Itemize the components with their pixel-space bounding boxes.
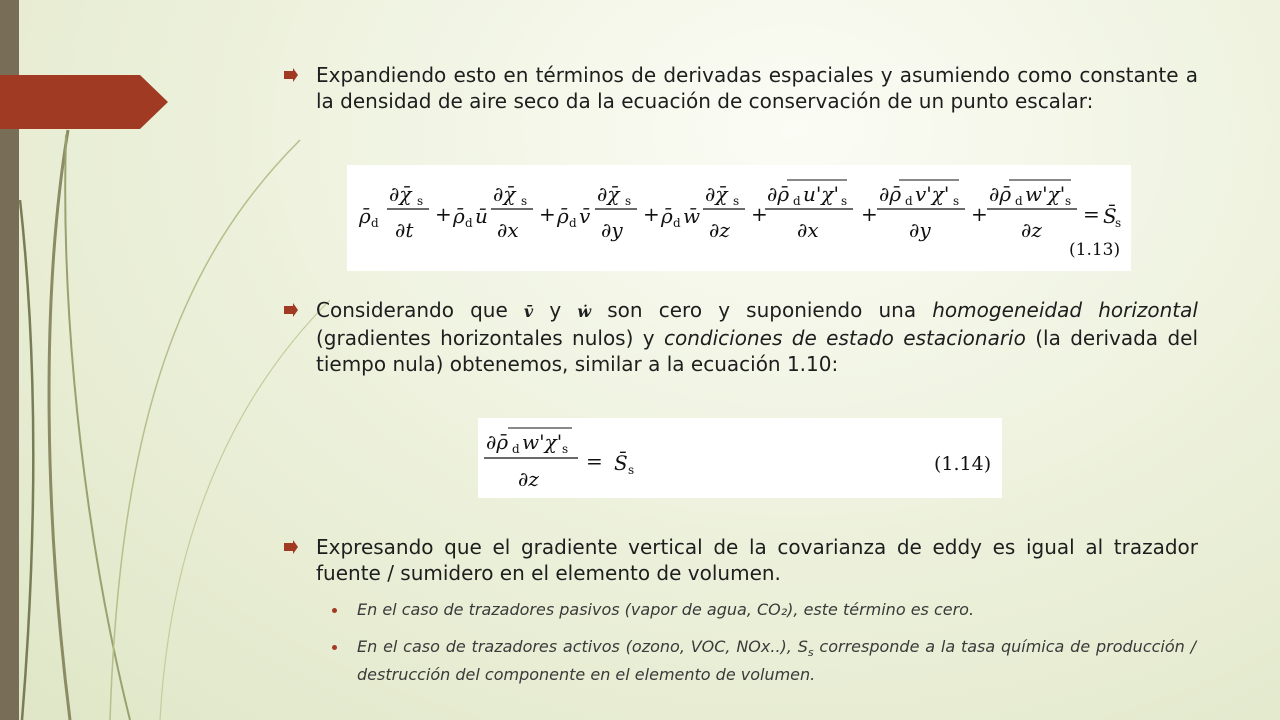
- svg-text:∂ρ̄: ∂ρ̄: [767, 182, 790, 206]
- sub-bullet-dot: [332, 608, 337, 613]
- svg-text:s: s: [953, 194, 960, 208]
- sub-bullet-dot: [332, 645, 337, 650]
- svg-text:ū: ū: [475, 204, 488, 228]
- svg-text:w'χ': w'χ': [522, 430, 563, 454]
- svg-text:∂χ̄: ∂χ̄: [493, 182, 516, 206]
- svg-text:w'χ': w'χ': [1025, 182, 1066, 206]
- svg-text:s: s: [628, 463, 635, 477]
- sub-bullet-1: [357, 599, 1196, 621]
- bullet-2-text-5: (la derivada del tiempo nula) obtenemos, similar a la ecuación 1.10:: [316, 326, 1198, 376]
- svg-text:+: +: [751, 202, 768, 226]
- svg-text:d: d: [793, 194, 801, 208]
- svg-text:+: +: [971, 202, 988, 226]
- svg-text:s: s: [1065, 194, 1072, 208]
- symbol-w-dot: ẇ: [577, 302, 592, 321]
- equation-1-13-render: [347, 165, 1131, 271]
- bullet-2-text-2: y: [533, 298, 578, 322]
- sub-bullet-2-text-b: corresponde a la tasa química de producción / destrucción del componente en el elemento de volumen.: [357, 637, 1196, 685]
- svg-text:d: d: [371, 216, 379, 230]
- svg-text:d: d: [569, 216, 577, 230]
- svg-text:s: s: [841, 194, 848, 208]
- bullet-arrow-icon: [284, 68, 298, 82]
- bullet-2-italic-1: homogeneidad horizontal: [932, 298, 1198, 322]
- svg-text:+: +: [539, 202, 556, 226]
- svg-text:∂y: ∂y: [909, 218, 931, 242]
- symbol-v-bar: v̄: [523, 302, 534, 321]
- svg-text:w̄: w̄: [683, 204, 701, 228]
- bullet-2-italic-2: condiciones de estado estacionario: [664, 326, 1026, 350]
- svg-text:s: s: [521, 194, 528, 208]
- bullet-1-text: Expandiendo esto en términos de derivadas espaciales y asumiendo como constante a la densidad de aire seco da la ecuación de conservación de un punto escalar:: [316, 63, 1198, 113]
- equation-1-14-label: (1.14): [934, 453, 992, 475]
- svg-text:∂ρ̄: ∂ρ̄: [989, 182, 1012, 206]
- equation-1-13-label: (1.13): [1069, 240, 1121, 260]
- svg-text:d: d: [905, 194, 913, 208]
- svg-text:ρ̄: ρ̄: [557, 204, 569, 228]
- bullet-1: [316, 62, 1198, 114]
- svg-text:∂ρ̄: ∂ρ̄: [486, 430, 509, 454]
- red-accent-tab: [0, 75, 168, 129]
- svg-text:d: d: [673, 216, 681, 230]
- sub-bullet-1-text: En el caso de trazadores pasivos (vapor de agua, CO₂), este término es cero.: [357, 600, 975, 619]
- svg-text:∂χ̄: ∂χ̄: [389, 182, 412, 206]
- svg-text:S̄: S̄: [614, 451, 628, 475]
- svg-text:v'χ': v'χ': [915, 182, 950, 206]
- svg-text:∂ρ̄: ∂ρ̄: [879, 182, 902, 206]
- svg-text:=: =: [586, 449, 603, 473]
- svg-text:S̄: S̄: [1103, 204, 1117, 228]
- sub-bullet-2-text-a: En el caso de trazadores activos (ozono, VOC, NOx..), S: [357, 637, 808, 656]
- svg-text:ρ̄: ρ̄: [359, 204, 371, 228]
- svg-text:∂z: ∂z: [1021, 218, 1042, 242]
- svg-text:ρ̄: ρ̄: [661, 204, 673, 228]
- svg-text:∂z: ∂z: [709, 218, 730, 242]
- svg-text:s: s: [562, 442, 569, 456]
- svg-text:ρ̄: ρ̄: [453, 204, 465, 228]
- bullet-2-text-1: Considerando que: [316, 298, 524, 322]
- svg-text:s: s: [625, 194, 632, 208]
- bullet-3: [316, 534, 1198, 586]
- svg-text:d: d: [1015, 194, 1023, 208]
- svg-text:v̄: v̄: [579, 204, 591, 228]
- bullet-3-text: Expresando que el gradiente vertical de la covarianza de eddy es igual al trazador fuente / sumidero en el elemento de volumen.: [316, 535, 1198, 585]
- bullet-arrow-icon: [284, 303, 298, 317]
- svg-text:d: d: [512, 442, 520, 456]
- svg-text:+: +: [643, 202, 660, 226]
- bullet-2-text-4: (gradientes horizontales nulos) y: [316, 326, 665, 350]
- svg-text:d: d: [465, 216, 473, 230]
- svg-text:s: s: [417, 194, 424, 208]
- svg-text:∂x: ∂x: [497, 218, 519, 242]
- equation-1-14: [478, 418, 1002, 498]
- svg-text:∂χ̄: ∂χ̄: [597, 182, 620, 206]
- svg-text:∂χ̄: ∂χ̄: [705, 182, 728, 206]
- svg-text:u'χ': u'χ': [803, 182, 839, 206]
- svg-text:+: +: [435, 202, 452, 226]
- sub-bullet-2: [357, 636, 1196, 686]
- svg-text:∂z: ∂z: [518, 467, 539, 491]
- equation-1-14-render: [478, 418, 1002, 498]
- equation-1-13: [347, 165, 1131, 271]
- svg-text:=: =: [1083, 202, 1100, 226]
- svg-text:s: s: [1115, 216, 1122, 230]
- bullet-2: [316, 297, 1198, 377]
- bullet-arrow-icon: [284, 540, 298, 554]
- svg-text:s: s: [733, 194, 740, 208]
- sub-bullet-2-subscript: s: [807, 646, 814, 660]
- svg-text:∂t: ∂t: [395, 218, 414, 242]
- svg-text:∂x: ∂x: [797, 218, 819, 242]
- bullet-2-text-3: son cero y suponiendo una: [591, 298, 933, 322]
- svg-text:+: +: [861, 202, 878, 226]
- svg-text:∂y: ∂y: [601, 218, 623, 242]
